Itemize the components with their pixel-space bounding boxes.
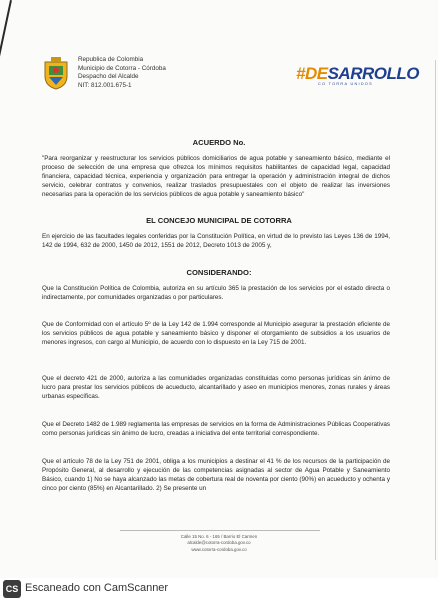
considerando-paragraph: Que el decreto 421 de 2000, autoriza a las comunidades organizadas constituidas como personas jurídicas sin ánimo de lucro para prestar los servicios públicos de acueducto, alcantarillado y aseo en municipios menores, zonas rurales y áreas urbanas específicas. xyxy=(42,375,390,401)
page-footer xyxy=(0,534,438,553)
municipal-crest-icon xyxy=(42,56,70,90)
footer-email: alcalde@cotorra-cordoba.gov.co xyxy=(187,540,251,546)
considerando-paragraph: Que la Constitución Política de Colombia, autoriza en su artículo 365 la prestación de los servicios por el estado directa o indirectamente, por comunidades organizadas o por particulares. xyxy=(42,285,390,302)
acuerdo-title: ACUERDO No. xyxy=(192,138,246,147)
footer-web: www.cotorra-cordoba.gov.co xyxy=(191,546,247,552)
considerando-paragraph: Que el Decreto 1482 de 1.989 reglamenta las empresas de servicios en la forma de Administraciones Públicas Cooperativas como personas jurídicas sin ánimo de lucro, creadas a iniciativa del ente territorial correspondiente. xyxy=(42,421,390,438)
issuer-header xyxy=(78,56,166,90)
facultades-paragraph: En ejercicio de las facultades legales conferidas por la Constitución Política, en virtud de lo previsto las Leyes 136 de 1994, 142 de 1994, 632 de 2000, 1450 de 2012, 1551 de 2012, Decreto 1013 de 2005 y, xyxy=(42,233,390,250)
header-line: Republica de Colombia xyxy=(78,56,144,63)
header-line: NIT: 812.001.675-1 xyxy=(78,81,132,89)
camscanner-text: Escaneado con CamScanner xyxy=(25,582,169,594)
intro-paragraph: "Para reorganizar y reestructurar los servicios públicos domiciliarios de agua potable y saneamiento básico, mediante el proceso de selección de una empresa que ofrezca los mínimos requisitos habilitantes de capacidad legal, capacidad financiera, capacidad técnica, experiencia y organización para entregar la operación y administración integral de dichos servicio, celebrar contratos y convenios, realizar traslados presupuestales con el objeto de realizar las inversiones necesarias para la operación de los servicios públicos de agua potable y saneamiento básico" xyxy=(42,155,390,199)
considerando-paragraph: Que el artículo 78 de la Ley 751 de 2001, obliga a los municipios a destinar el 41 % de los recursos de la participación de Propósito General, al desarrollo y ejecución de las competencias asignadas al sector de Agua Potable y Saneamiento Básico, cuando 1) No se haya alcanzado las metas de cobertura real de noventa por ciento (90%) en acueducto y ochenta y cinco por ciento (85%) en Alcantarillado. 2) Se presente un xyxy=(42,458,390,493)
logo-tagline: CO TORRA UNIDOS xyxy=(318,82,374,86)
page-edge xyxy=(435,60,436,560)
pen-stroke xyxy=(0,0,12,79)
header-line: Municipio de Cotorra - Córdoba xyxy=(78,64,166,72)
logo-text-a: #DE xyxy=(296,64,328,83)
desarrollo-logo xyxy=(296,64,419,94)
header-line: Despacho del Alcalde xyxy=(78,73,139,81)
camscanner-icon: CS xyxy=(3,580,21,598)
footer-divider xyxy=(120,530,320,531)
considerando-title: CONSIDERANDO: xyxy=(186,268,252,277)
considerando-paragraph: Que de Conformidad con el artículo 5º de la Ley 142 de 1.994 corresponde al Municipio asegurar la prestación eficiente de los servicios públicos de agua potable y saneamiento básico y disponer el otorgamiento de subsidios a los usuarios de menores ingresos, con cargo al Municipio, de acuerdo con lo dispuesto en la Ley 715 de 2001. xyxy=(42,321,390,347)
concejo-title: EL CONCEJO MUNICIPAL DE COTORRA xyxy=(146,216,292,225)
logo-text-b: SARROLLO xyxy=(327,64,419,83)
footer-address: Calle 15 No. 6 - 165 / Barrio El Carmen xyxy=(180,534,258,539)
camscanner-banner xyxy=(0,578,438,600)
